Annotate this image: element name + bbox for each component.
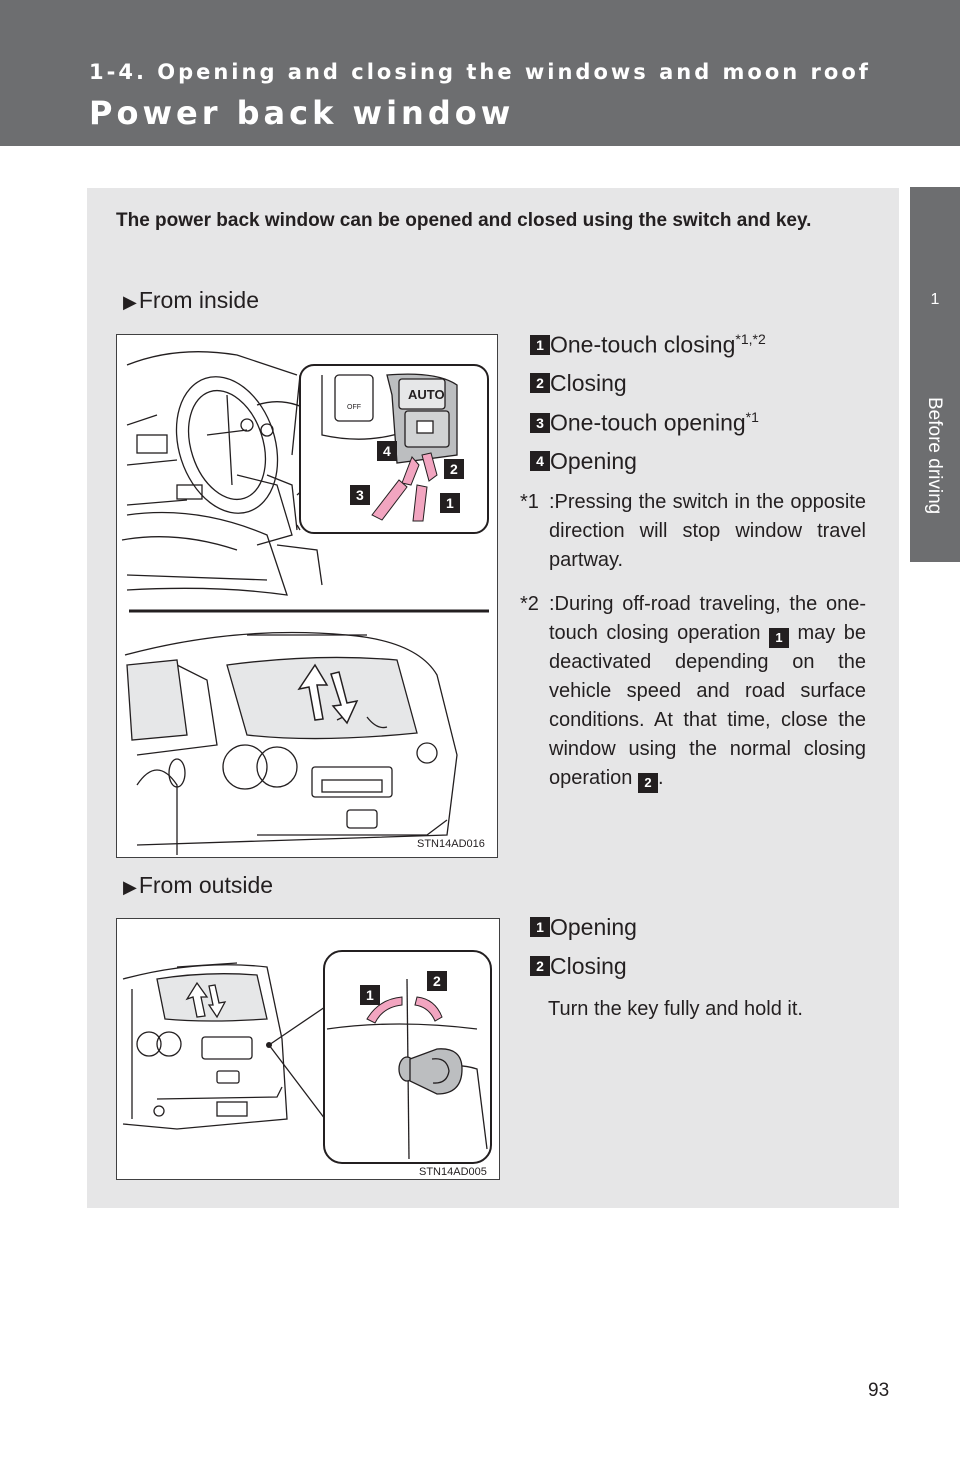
- chapter-number: 1: [930, 291, 940, 308]
- outside-heading: [123, 872, 273, 899]
- svg-text:2: 2: [433, 973, 441, 989]
- off-switch-label: OFF: [347, 404, 361, 411]
- footnote-2-mark: *2: [520, 593, 539, 615]
- auto-switch-label: AUTO: [408, 387, 445, 402]
- inside-item-1-footnote: *1,*2: [735, 331, 766, 347]
- inside-item-3-text: One-touch opening: [550, 409, 746, 436]
- inside-item-2-text: Closing: [550, 370, 627, 396]
- outside-heading-label: From outside: [138, 872, 274, 898]
- page-title: Power back window: [89, 94, 515, 132]
- interior-illustration: [117, 335, 497, 857]
- triangle-right-icon: ▶: [123, 877, 137, 897]
- item-number-badge: 2: [530, 373, 550, 393]
- chapter-side-tab: [910, 187, 960, 562]
- outside-item-2-text: Closing: [550, 953, 627, 979]
- intro-text: The power back window can be opened and closed using the switch and key.: [116, 210, 812, 231]
- svg-text:3: 3: [356, 487, 364, 503]
- triangle-right-icon: ▶: [123, 292, 137, 312]
- item-number-badge: 1: [530, 917, 550, 937]
- item-number-badge: 2: [530, 956, 550, 976]
- page-number: 93: [868, 1380, 890, 1401]
- svg-text:4: 4: [383, 443, 391, 459]
- key-hint-text: Turn the key fully and hold it.: [548, 998, 803, 1020]
- outside-item-1: [530, 914, 637, 941]
- footnote-1: [520, 488, 866, 575]
- inside-item-3-footnote: *1: [745, 409, 759, 425]
- footnote-2-text-a: :During off-road traveling, the one-touch closing operation: [549, 593, 866, 644]
- footnote-1-text: :Pressing the switch in the opposite direction will stop window travel partway.: [549, 491, 866, 571]
- svg-text:1: 1: [446, 495, 454, 511]
- footnote-2-ref-1: 1: [769, 628, 789, 648]
- footnote-1-mark: *1: [520, 491, 539, 513]
- inside-heading: [123, 287, 259, 314]
- item-number-badge: 1: [530, 335, 550, 355]
- item-number-badge: 3: [530, 413, 550, 433]
- outside-figure: [116, 918, 500, 1180]
- outside-item-2: [530, 953, 627, 980]
- inside-heading-label: From inside: [138, 287, 259, 313]
- inside-item-1-text: One-touch closing: [550, 331, 736, 358]
- outside-item-1-text: Opening: [550, 914, 637, 940]
- footnote-2-text-c: .: [657, 767, 664, 789]
- outside-figure-code: STN14AD005: [419, 1166, 487, 1178]
- inside-item-1: [530, 331, 766, 359]
- inside-item-4-text: Opening: [550, 448, 637, 474]
- footnote-2: [520, 590, 866, 793]
- chapter-label: Before driving: [924, 397, 945, 515]
- inside-figure: [116, 334, 498, 858]
- section-title: 1-4. Opening and closing the windows and moon roof: [89, 60, 871, 84]
- svg-text:1: 1: [366, 987, 374, 1003]
- inside-figure-code: STN14AD016: [417, 838, 485, 850]
- item-number-badge: 4: [530, 451, 550, 471]
- footnote-2-body: [549, 590, 866, 793]
- footnote-2-text-b: may be deactivated depending on the vehicle speed and road surface conditions. At that time, close the window using the normal closing operation: [549, 622, 867, 789]
- inside-item-3: [530, 409, 759, 437]
- svg-text:2: 2: [450, 461, 458, 477]
- footnote-2-ref-2: 2: [638, 773, 658, 793]
- chapter-header: [0, 0, 960, 146]
- exterior-illustration: [117, 919, 499, 1179]
- inside-item-2: [530, 370, 627, 397]
- inside-item-4: [530, 448, 637, 475]
